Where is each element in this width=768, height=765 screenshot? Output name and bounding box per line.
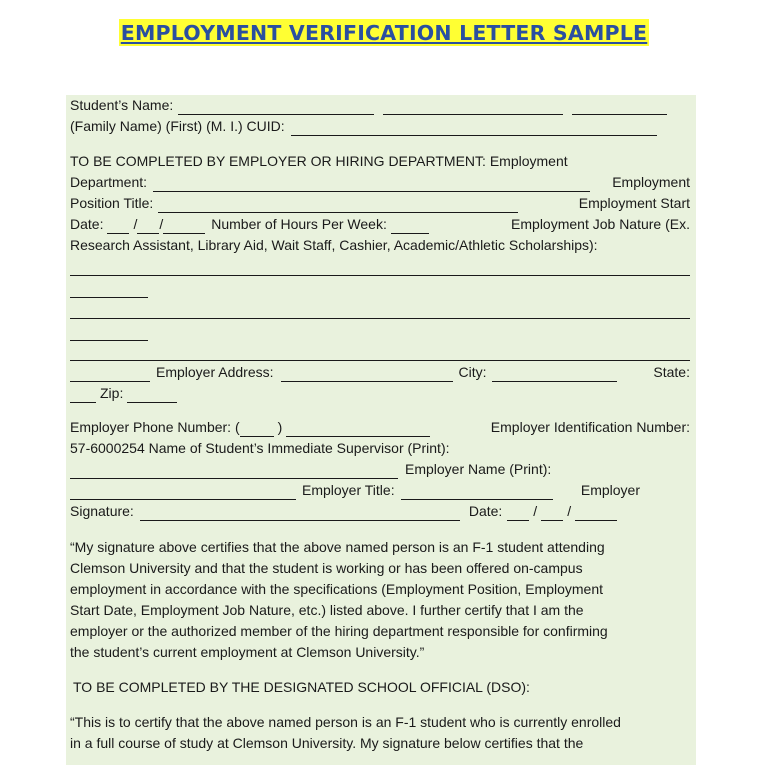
job-nature-examples: Research Assistant, Library Aid, Wait Staff, Cashier, Academic/Athletic Scholarships): bbox=[70, 237, 598, 253]
start-date-label: Date: bbox=[70, 216, 104, 232]
cuid-field[interactable] bbox=[291, 120, 657, 136]
address-line bbox=[70, 361, 690, 382]
phone-line bbox=[70, 416, 690, 437]
employer-name-field[interactable] bbox=[70, 484, 296, 500]
ein-supervisor-text: 57-6000254 Name of Student’s Immediate Supervisor (Print): bbox=[70, 440, 450, 456]
start-day-field[interactable] bbox=[137, 218, 159, 234]
hours-field[interactable] bbox=[391, 218, 429, 234]
cuid-line bbox=[70, 115, 690, 136]
job-nature-field-1[interactable] bbox=[70, 260, 690, 276]
employer-name-label: Employer Name (Print): bbox=[405, 461, 552, 477]
cert-text-3: employment in accordance with the specifications (Employment Position, Employment bbox=[70, 581, 604, 597]
cert-text-2: Clemson University and that the student is working or has been offered on-campus bbox=[70, 560, 583, 576]
employer-word: Employer bbox=[580, 482, 640, 498]
city-label: City: bbox=[458, 364, 487, 380]
start-date-hours-line: Date: / / Number of Hours Per Week: Employment Job Nature (Ex. bbox=[70, 216, 690, 232]
dso-heading-text: TO BE COMPLETED BY THE DESIGNATED SCHOOL OFFICIAL (DSO): bbox=[73, 679, 530, 695]
cert-text-4: Start Date, Employment Job Nature, etc.) listed above. I further certify that I am the bbox=[70, 602, 584, 618]
job-nature-line-3 bbox=[70, 340, 690, 361]
sig-month-field[interactable] bbox=[507, 505, 529, 521]
department-field[interactable] bbox=[153, 176, 590, 192]
cert-line bbox=[70, 536, 690, 557]
supervisor-name-field[interactable] bbox=[70, 463, 398, 479]
job-nature-field-1b[interactable] bbox=[70, 282, 148, 298]
employment-word: Employment bbox=[612, 174, 690, 190]
zip-field[interactable] bbox=[127, 387, 177, 403]
cert-line bbox=[70, 641, 690, 662]
employer-address-field[interactable] bbox=[281, 366, 453, 382]
job-nature-field-3[interactable] bbox=[70, 345, 690, 361]
phone-paren-close: ) bbox=[277, 419, 283, 435]
hours-label: Number of Hours Per Week: bbox=[211, 216, 387, 232]
phone-number-field[interactable] bbox=[286, 421, 430, 437]
job-nature-label: Employment Job Nature (Ex. bbox=[511, 216, 690, 232]
signature-label: Signature: bbox=[70, 503, 134, 519]
sig-year-field[interactable] bbox=[575, 505, 617, 521]
signature-date-label: Date: bbox=[468, 503, 503, 519]
job-nature-line-1b bbox=[70, 277, 690, 298]
state-field[interactable] bbox=[70, 387, 96, 403]
department-line bbox=[70, 171, 690, 192]
supervisor-name-line bbox=[70, 458, 690, 479]
student-name-line bbox=[70, 94, 690, 115]
zip-label: Zip: bbox=[100, 385, 124, 401]
ein-supervisor-line bbox=[70, 437, 690, 458]
cert-line bbox=[70, 620, 690, 641]
start-month-field[interactable] bbox=[107, 218, 129, 234]
city-field[interactable] bbox=[492, 366, 617, 382]
middle-initial-field[interactable] bbox=[572, 99, 667, 115]
job-nature-field-2b[interactable] bbox=[70, 325, 148, 341]
zip-line bbox=[70, 382, 690, 403]
job-nature-examples-line bbox=[70, 234, 690, 255]
cert-line bbox=[70, 557, 690, 578]
first-name-field[interactable] bbox=[383, 99, 563, 115]
employer-title-field[interactable] bbox=[401, 484, 553, 500]
cert-text-6: the student’s current employment at Clemson University.” bbox=[70, 644, 425, 660]
sig-day-field[interactable] bbox=[541, 505, 563, 521]
student-name-label: Student’s Name: bbox=[70, 97, 174, 113]
job-nature-field-2[interactable] bbox=[70, 303, 690, 319]
position-title-line bbox=[70, 192, 690, 213]
title-container bbox=[0, 19, 768, 46]
cert-line bbox=[70, 599, 690, 620]
employer-address-label: Employer Address: bbox=[156, 364, 274, 380]
dso-line bbox=[70, 711, 690, 732]
employer-title-line bbox=[70, 479, 690, 500]
cert-text-1: “My signature above certifies that the above named person is an F-1 student attending bbox=[70, 539, 605, 555]
dso-text-2: in a full course of study at Clemson University. My signature below certifies that the bbox=[70, 735, 584, 751]
dso-heading bbox=[73, 676, 693, 697]
employment-start-label: Employment Start bbox=[578, 195, 690, 211]
job-nature-line-1 bbox=[70, 255, 690, 276]
cert-line bbox=[70, 578, 690, 599]
state-label: State: bbox=[653, 364, 690, 380]
dso-text-1: “This is to certify that the above named person is an F-1 student who is currently enrolled bbox=[70, 714, 621, 730]
family-name-field[interactable] bbox=[178, 99, 374, 115]
employer-heading-text: TO BE COMPLETED BY EMPLOYER OR HIRING DEPARTMENT: Employment bbox=[70, 153, 568, 169]
signature-line: Signature: Date: / / bbox=[70, 500, 690, 521]
phone-label: Employer Phone Number: ( bbox=[70, 419, 240, 435]
job-nature-field-3b[interactable] bbox=[70, 366, 150, 382]
position-title-field[interactable] bbox=[158, 197, 518, 213]
job-nature-line-2 bbox=[70, 298, 690, 319]
page-title: EMPLOYMENT VERIFICATION LETTER SAMPLE bbox=[120, 21, 648, 45]
department-label: Department: bbox=[70, 174, 148, 190]
start-year-field[interactable] bbox=[163, 218, 205, 234]
position-title-label: Position Title: bbox=[70, 195, 154, 211]
name-sublabels: (Family Name) (First) (M. I.) CUID: bbox=[70, 118, 285, 134]
cert-text-5: employer or the authorized member of the hiring department responsible for confirming bbox=[70, 623, 608, 639]
phone-area-code-field[interactable] bbox=[240, 421, 274, 437]
employer-heading bbox=[70, 150, 690, 171]
job-nature-line-2b bbox=[70, 320, 690, 341]
employer-title-label: Employer Title: bbox=[302, 482, 395, 498]
ein-label: Employer Identification Number: bbox=[490, 419, 690, 435]
signature-field[interactable] bbox=[140, 505, 460, 521]
